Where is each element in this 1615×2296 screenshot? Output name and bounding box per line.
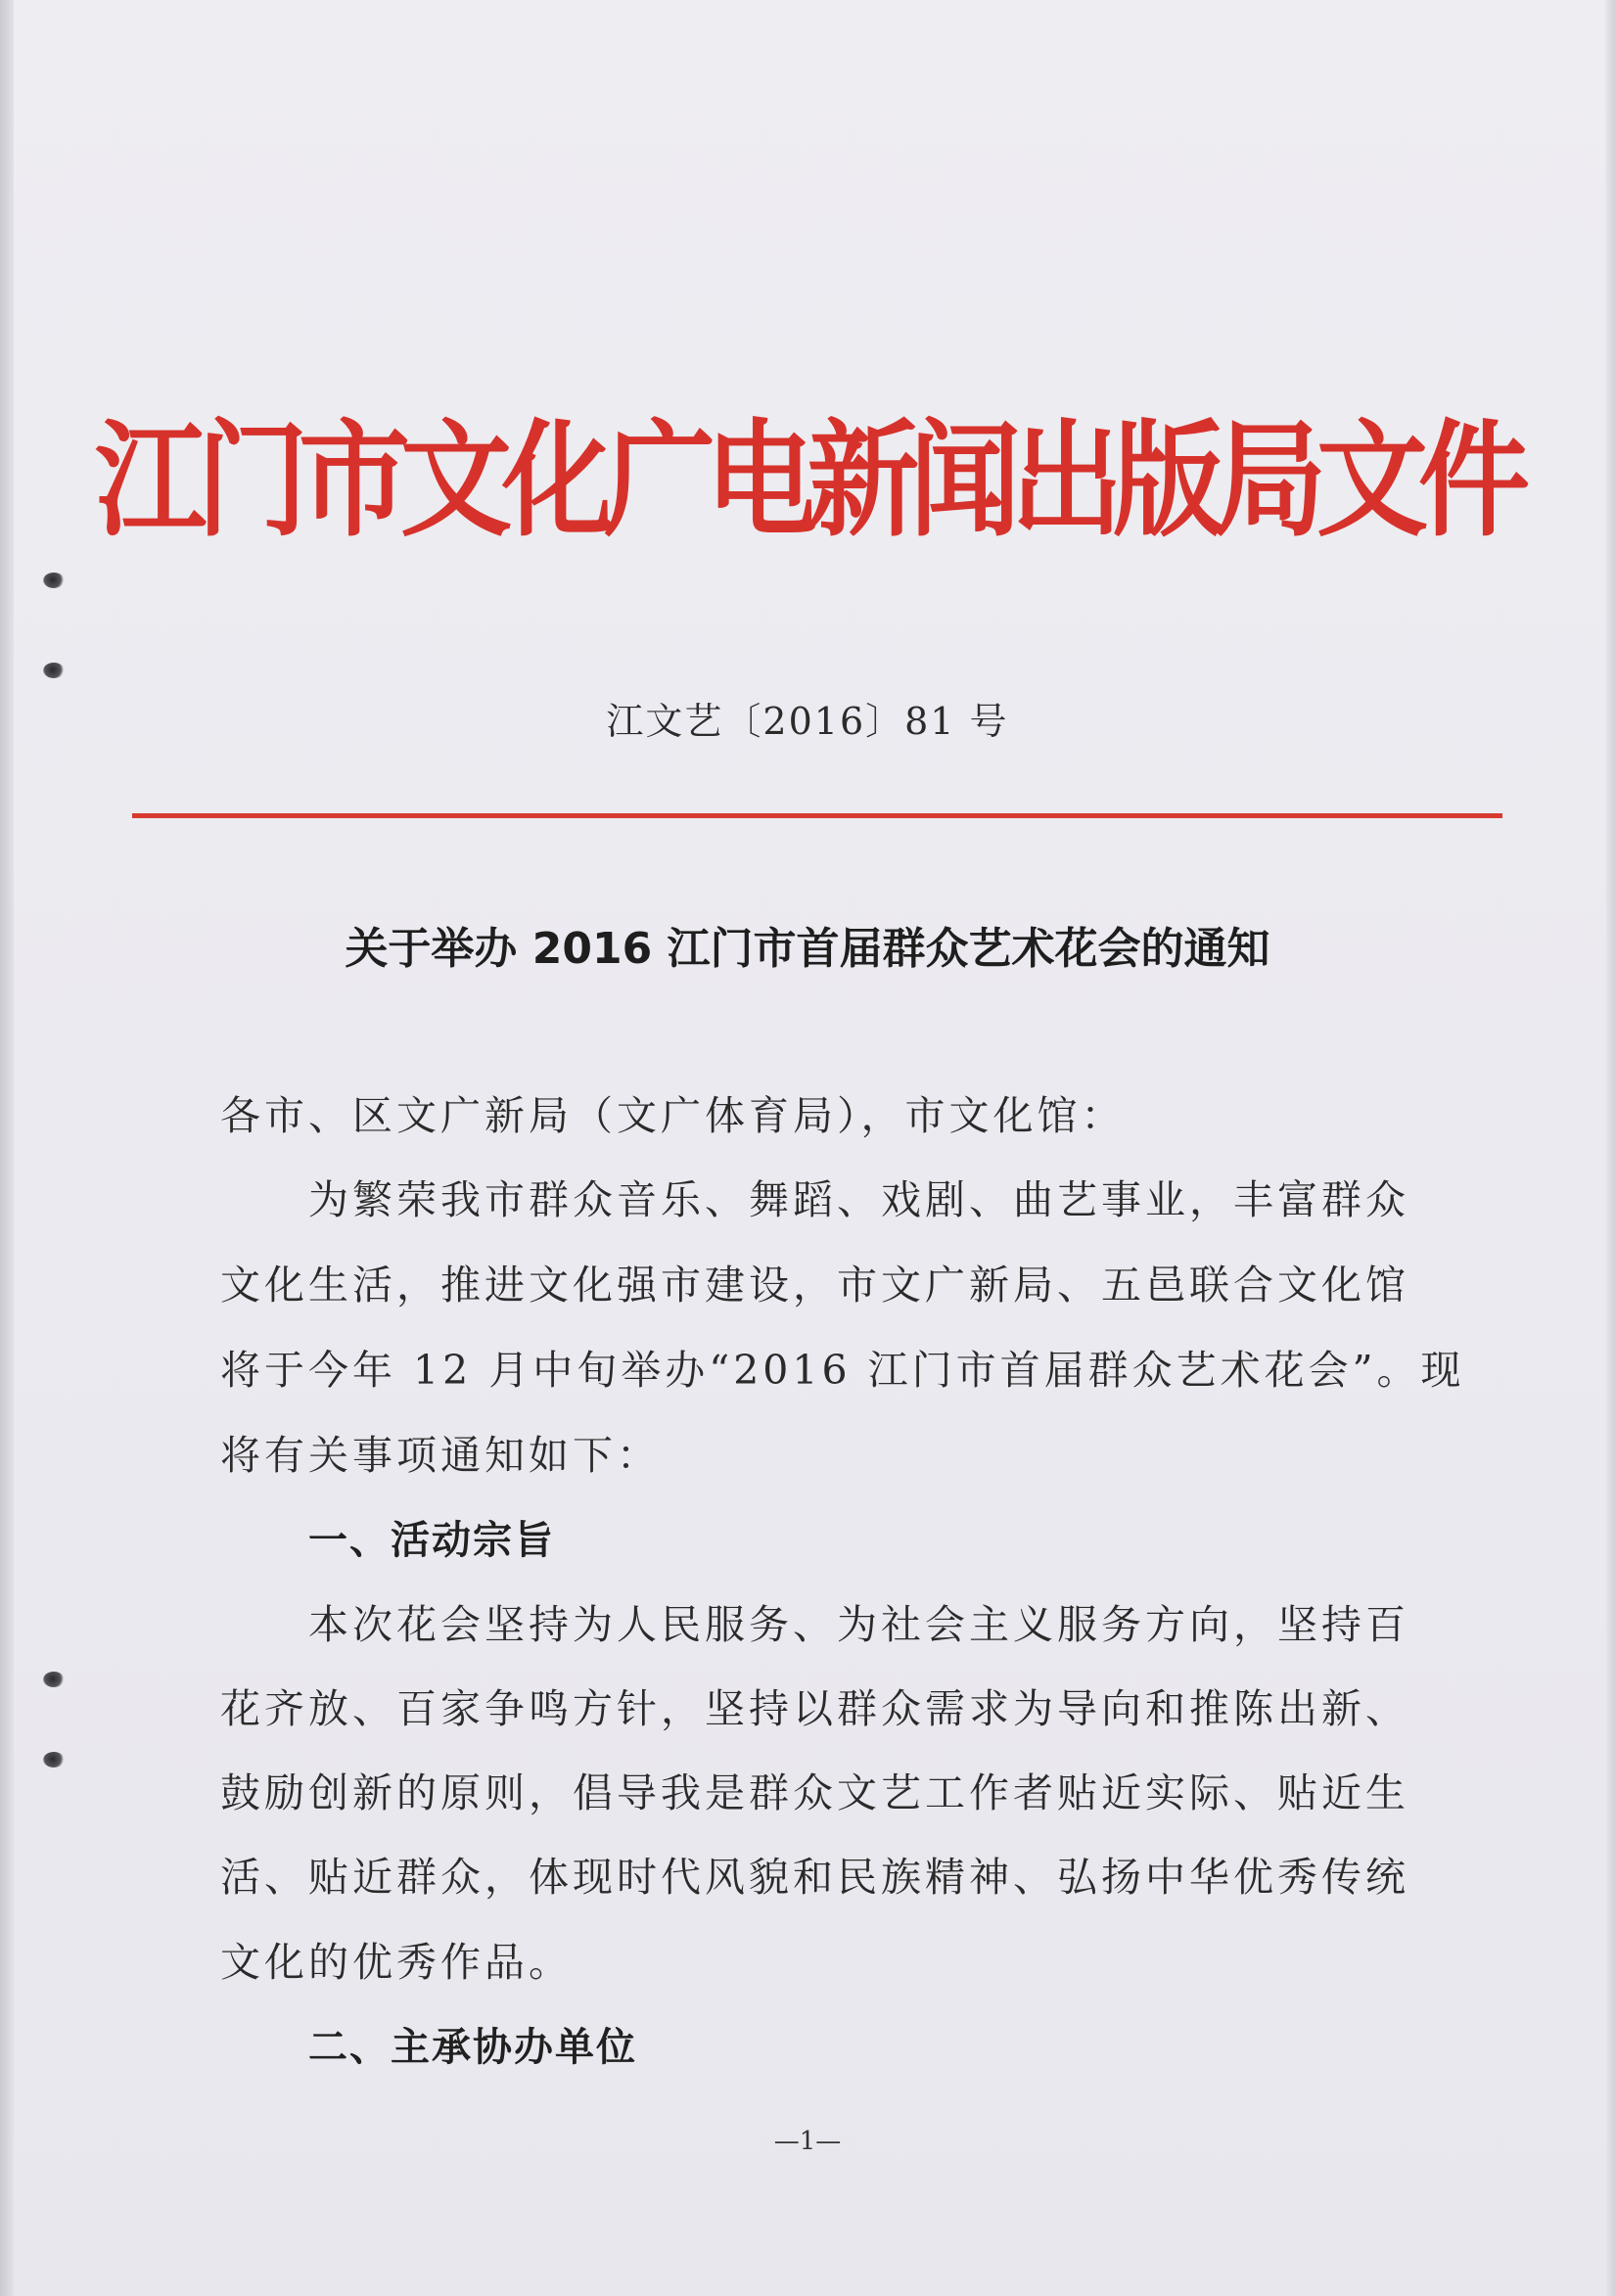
page-right-edge xyxy=(1605,0,1615,2296)
body-line: 花齐放、百家争鸣方针，坚持以群众需求为导向和推陈出新、 xyxy=(220,1685,1409,1732)
red-divider-line xyxy=(132,813,1502,818)
page-number: —1— xyxy=(773,2127,842,2156)
section-heading: 二、主承协办单位 xyxy=(308,2025,637,2070)
body-line: 将于今年 12 月中旬举办“2016 江门市首届群众艺术花会”。现 xyxy=(220,1347,1465,1394)
salutation-line: 各市、区文广新局（文广体育局），市文化馆： xyxy=(220,1092,1126,1139)
body-line: 文化的优秀作品。 xyxy=(220,1939,573,1986)
body-line: 活、贴近群众，体现时代风貌和民族精神、弘扬中华优秀传统 xyxy=(220,1854,1409,1901)
binding-hole-mark xyxy=(43,573,65,588)
notice-title: 关于举办 2016 江门市首届群众艺术花会的通知 xyxy=(345,924,1270,974)
body-line: 文化生活，推进文化强市建设，市文广新局、五邑联合文化馆 xyxy=(220,1262,1409,1309)
binding-hole-mark xyxy=(43,1752,65,1768)
section-heading: 一、活动宗旨 xyxy=(308,1518,555,1563)
page-left-edge xyxy=(0,0,14,2296)
binding-hole-mark xyxy=(43,663,65,678)
issuer-header-title: 江门市文化广电新闻出版局文件 xyxy=(94,405,1520,554)
body-line: 本次花会坚持为人民服务、为社会主义服务方向，坚持百 xyxy=(308,1601,1409,1648)
body-line: 鼓励创新的原则，倡导我是群众文艺工作者贴近实际、贴近生 xyxy=(220,1769,1409,1816)
binding-hole-mark xyxy=(43,1672,65,1687)
body-line: 为繁荣我市群众音乐、舞蹈、戏剧、曲艺事业，丰富群众 xyxy=(308,1176,1409,1223)
body-line: 将有关事项通知如下： xyxy=(220,1432,661,1479)
document-number: 江文艺〔2016〕81 号 xyxy=(606,700,1009,743)
